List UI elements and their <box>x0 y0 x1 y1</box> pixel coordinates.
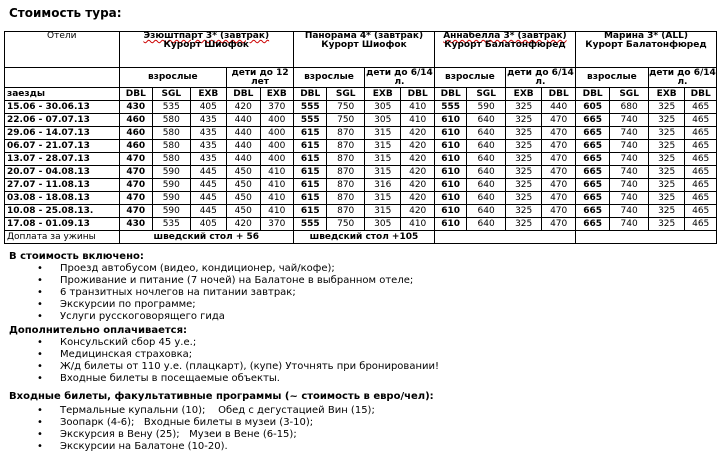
date-cell: 15.06 - 30.06.13 <box>5 101 120 114</box>
price-cell: 470 <box>542 140 576 153</box>
price-cell: 305 <box>364 114 401 127</box>
price-cell: 470 <box>119 179 152 192</box>
price-cell: 465 <box>685 218 717 231</box>
table-row <box>5 140 717 153</box>
price-cell: 400 <box>260 114 294 127</box>
price-cell: 445 <box>190 179 227 192</box>
list-item <box>0 311 413 323</box>
column-header: SGL <box>153 88 191 101</box>
price-cell: 445 <box>190 205 227 218</box>
bullet-icon: • <box>37 287 43 298</box>
table-row <box>5 179 717 192</box>
price-cell: 325 <box>648 101 685 114</box>
bullet-icon: • <box>37 275 43 286</box>
price-cell: 470 <box>119 205 152 218</box>
bullet-icon: • <box>37 299 43 310</box>
price-cell: 405 <box>190 101 227 114</box>
price-cell: 870 <box>327 140 365 153</box>
price-cell: 740 <box>610 205 649 218</box>
price-cell: 450 <box>227 192 260 205</box>
price-cell: 590 <box>153 166 191 179</box>
price-cell: 740 <box>610 192 649 205</box>
price-cell: 665 <box>575 153 609 166</box>
price-cell: 370 <box>260 101 294 114</box>
price-cell: 315 <box>364 140 401 153</box>
price-cell: 640 <box>467 114 506 127</box>
adults-header: взрослые <box>294 68 365 88</box>
price-cell: 580 <box>153 153 191 166</box>
price-cell: 400 <box>260 140 294 153</box>
column-header: SGL <box>610 88 649 101</box>
list-item-text: 6 транзитных ночлегов на питании завтрак; <box>60 287 296 298</box>
price-cell: 420 <box>401 153 434 166</box>
price-cell: 610 <box>434 179 466 192</box>
price-cell: 665 <box>575 140 609 153</box>
price-cell: 740 <box>610 140 649 153</box>
date-cell: 10.08 - 25.08.13. <box>5 205 120 218</box>
bullet-icon: • <box>37 441 43 452</box>
price-cell: 465 <box>685 205 717 218</box>
price-cell: 325 <box>648 153 685 166</box>
list-item <box>0 263 413 275</box>
price-cell: 610 <box>434 205 466 218</box>
price-cell: 470 <box>542 127 576 140</box>
hotels-header: Отели <box>5 32 120 68</box>
list-item-text: Консульский сбор 45 у.е.; <box>60 337 197 348</box>
price-cell: 325 <box>505 140 542 153</box>
price-cell: 610 <box>434 218 466 231</box>
adults-header: взрослые <box>119 68 226 88</box>
list-item <box>0 417 375 429</box>
column-header: DBL <box>575 88 609 101</box>
extra-list <box>0 337 439 385</box>
price-cell: 465 <box>685 192 717 205</box>
adults-header: взрослые <box>434 68 505 88</box>
price-cell: 740 <box>610 114 649 127</box>
list-item <box>0 287 413 299</box>
price-cell: 325 <box>505 218 542 231</box>
table-row <box>5 205 717 218</box>
price-cell: 465 <box>685 179 717 192</box>
price-cell: 680 <box>610 101 649 114</box>
price-cell: 535 <box>153 101 191 114</box>
price-cell: 420 <box>401 140 434 153</box>
price-cell: 325 <box>648 166 685 179</box>
price-cell: 315 <box>364 166 401 179</box>
column-header: EXB <box>505 88 542 101</box>
price-cell: 325 <box>505 127 542 140</box>
list-item-text: Входные билеты в посещаемые объекты. <box>60 373 280 384</box>
price-cell: 605 <box>575 101 609 114</box>
empty-cell <box>575 231 716 244</box>
column-header: SGL <box>327 88 365 101</box>
hotel-header: Марина 3* (ALL) Курорт Балатонфюред <box>575 32 716 68</box>
price-cell: 640 <box>467 166 506 179</box>
bullet-icon: • <box>37 373 43 384</box>
date-cell: 27.07 - 11.08.13 <box>5 179 120 192</box>
price-cell: 440 <box>227 153 260 166</box>
column-header: DBL <box>119 88 152 101</box>
price-cell: 610 <box>434 192 466 205</box>
price-cell: 325 <box>648 179 685 192</box>
price-cell: 435 <box>190 127 227 140</box>
price-cell: 325 <box>648 140 685 153</box>
date-cell: 22.06 - 07.07.13 <box>5 114 120 127</box>
price-cell: 316 <box>364 179 401 192</box>
price-cell: 740 <box>610 218 649 231</box>
price-cell: 325 <box>505 101 542 114</box>
dinner-price: шведский стол +105 <box>294 231 435 244</box>
adults-header: взрослые <box>575 68 648 88</box>
hotel-header: Аннабелла 3* (завтрак) Курорт Балатонфюред <box>434 32 575 68</box>
price-cell: 555 <box>294 114 327 127</box>
list-item <box>0 299 413 311</box>
table-row <box>5 114 717 127</box>
children-header: дети до 6/14 л. <box>649 67 716 87</box>
price-cell: 435 <box>190 114 227 127</box>
included-heading: В стоимость включено: <box>9 251 144 262</box>
price-cell: 420 <box>401 205 434 218</box>
price-cell: 615 <box>294 166 327 179</box>
price-cell: 665 <box>575 179 609 192</box>
column-header: EXB <box>190 88 227 101</box>
price-cell: 665 <box>575 205 609 218</box>
price-cell: 610 <box>434 166 466 179</box>
price-cell: 470 <box>119 153 152 166</box>
price-cell: 410 <box>260 166 294 179</box>
price-cell: 470 <box>542 166 576 179</box>
list-item <box>0 349 439 361</box>
price-cell: 665 <box>575 166 609 179</box>
price-cell: 870 <box>327 166 365 179</box>
price-cell: 325 <box>648 114 685 127</box>
price-cell: 640 <box>467 192 506 205</box>
price-cell: 460 <box>119 140 152 153</box>
price-cell: 315 <box>364 127 401 140</box>
arrivals-header: заезды <box>5 88 120 101</box>
price-cell: 665 <box>575 114 609 127</box>
price-cell: 445 <box>190 192 227 205</box>
column-header: DBL <box>685 88 717 101</box>
price-cell: 420 <box>227 101 260 114</box>
price-cell: 470 <box>119 192 152 205</box>
price-cell: 615 <box>294 179 327 192</box>
date-cell: 13.07 - 28.07.13 <box>5 153 120 166</box>
list-item <box>0 275 413 287</box>
price-cell: 470 <box>542 179 576 192</box>
price-cell: 640 <box>467 127 506 140</box>
list-item-text: Ж/д билеты от 110 у.е. (плацкарт), (купе) Уточнять при бронировании! <box>60 361 439 372</box>
price-cell: 640 <box>467 140 506 153</box>
price-cell: 555 <box>294 101 327 114</box>
price-cell: 465 <box>685 127 717 140</box>
list-item <box>0 373 439 385</box>
price-cell: 610 <box>434 140 466 153</box>
list-item-text: Термальные купальни (10); Обед с дегустацией Вин (15); <box>60 405 375 416</box>
price-cell: 580 <box>153 114 191 127</box>
price-cell: 740 <box>610 153 649 166</box>
price-cell: 305 <box>364 218 401 231</box>
table-row <box>5 153 717 166</box>
bullet-icon: • <box>37 405 43 416</box>
price-table <box>4 31 717 244</box>
date-cell: 06.07 - 21.07.13 <box>5 140 120 153</box>
price-cell: 555 <box>294 218 327 231</box>
price-cell: 325 <box>648 205 685 218</box>
column-header: DBL <box>227 88 260 101</box>
list-item <box>0 361 439 373</box>
column-header: DBL <box>401 88 434 101</box>
price-cell: 640 <box>467 179 506 192</box>
price-cell: 325 <box>505 192 542 205</box>
price-cell: 325 <box>505 153 542 166</box>
price-cell: 405 <box>190 218 227 231</box>
price-cell: 870 <box>327 127 365 140</box>
price-cell: 440 <box>227 127 260 140</box>
price-cell: 610 <box>434 127 466 140</box>
price-cell: 315 <box>364 153 401 166</box>
children-header: дети до 12 лет <box>227 68 294 88</box>
price-cell: 440 <box>542 101 576 114</box>
price-cell: 590 <box>467 101 506 114</box>
column-header: DBL <box>434 88 466 101</box>
price-cell: 410 <box>401 101 434 114</box>
price-cell: 610 <box>434 153 466 166</box>
price-cell: 315 <box>364 192 401 205</box>
price-cell: 580 <box>153 140 191 153</box>
price-cell: 325 <box>648 127 685 140</box>
price-cell: 465 <box>685 101 717 114</box>
price-cell: 750 <box>327 218 365 231</box>
price-cell: 450 <box>227 205 260 218</box>
list-item <box>0 429 375 441</box>
price-cell: 420 <box>401 127 434 140</box>
date-cell: 03.08 - 18.08.13 <box>5 192 120 205</box>
empty-cell <box>5 68 120 88</box>
empty-cell <box>434 231 575 244</box>
price-cell: 640 <box>467 205 506 218</box>
price-cell: 470 <box>119 166 152 179</box>
list-item-text: Услуги русскоговорящего гида <box>60 311 225 322</box>
price-cell: 665 <box>575 127 609 140</box>
price-cell: 870 <box>327 205 365 218</box>
price-cell: 470 <box>542 153 576 166</box>
price-cell: 590 <box>153 192 191 205</box>
price-cell: 870 <box>327 192 365 205</box>
optional-list <box>0 405 375 453</box>
table-row <box>5 192 717 205</box>
price-cell: 740 <box>610 127 649 140</box>
price-cell: 615 <box>294 192 327 205</box>
price-cell: 470 <box>542 192 576 205</box>
column-header: EXB <box>364 88 401 101</box>
children-header: дети до 6/14 л. <box>507 67 574 87</box>
bullet-icon: • <box>37 429 43 440</box>
date-cell: 29.06 - 14.07.13 <box>5 127 120 140</box>
price-cell: 420 <box>401 166 434 179</box>
price-cell: 410 <box>401 114 434 127</box>
price-cell: 870 <box>327 179 365 192</box>
price-cell: 325 <box>505 114 542 127</box>
price-cell: 400 <box>260 127 294 140</box>
table-row <box>5 166 717 179</box>
date-cell: 20.07 - 04.08.13 <box>5 166 120 179</box>
column-header: DBL <box>294 88 327 101</box>
price-cell: 460 <box>119 114 152 127</box>
bullet-icon: • <box>37 349 43 360</box>
optional-heading: Входные билеты, факультативные программы (~ стоимость в евро/чел): <box>9 391 434 402</box>
column-header: EXB <box>260 88 294 101</box>
included-list <box>0 263 413 323</box>
bullet-icon: • <box>37 311 43 322</box>
column-header: DBL <box>542 88 576 101</box>
extra-heading: Дополнительно оплачивается: <box>9 325 188 336</box>
table-row <box>5 127 717 140</box>
column-header: EXB <box>648 88 685 101</box>
price-cell: 435 <box>190 140 227 153</box>
list-item <box>0 337 439 349</box>
price-cell: 470 <box>542 218 576 231</box>
price-cell: 440 <box>227 140 260 153</box>
price-cell: 430 <box>119 218 152 231</box>
price-cell: 740 <box>610 179 649 192</box>
price-cell: 450 <box>227 166 260 179</box>
list-item <box>0 405 375 417</box>
date-cell: 17.08 - 01.09.13 <box>5 218 120 231</box>
price-cell: 445 <box>190 166 227 179</box>
table-row <box>5 101 717 114</box>
dinner-label: Доплата за ужины <box>5 231 120 244</box>
price-cell: 615 <box>294 205 327 218</box>
page-title: Стоимость тура: <box>9 6 122 20</box>
price-cell: 325 <box>505 179 542 192</box>
price-cell: 410 <box>260 192 294 205</box>
price-cell: 440 <box>227 114 260 127</box>
list-item-text: Проживание и питание (7 ночей) на Балатоне в выбранном отеле; <box>60 275 414 286</box>
price-cell: 420 <box>227 218 260 231</box>
price-cell: 590 <box>153 179 191 192</box>
bullet-icon: • <box>37 361 43 372</box>
list-item-text: Зоопарк (4-6); Входные билеты в музеи (3-10); <box>60 417 314 428</box>
price-cell: 325 <box>505 166 542 179</box>
price-cell: 315 <box>364 205 401 218</box>
price-cell: 465 <box>685 140 717 153</box>
price-cell: 870 <box>327 153 365 166</box>
price-cell: 325 <box>648 218 685 231</box>
table-row <box>5 218 717 231</box>
price-cell: 465 <box>685 153 717 166</box>
price-cell: 640 <box>467 218 506 231</box>
bullet-icon: • <box>37 263 43 274</box>
price-cell: 410 <box>260 205 294 218</box>
list-item <box>0 441 375 453</box>
price-cell: 430 <box>119 101 152 114</box>
price-cell: 580 <box>153 127 191 140</box>
column-header: SGL <box>467 88 506 101</box>
price-cell: 410 <box>401 218 434 231</box>
list-item-text: Экскурсии на Балатоне (10-20). <box>60 441 228 452</box>
price-cell: 665 <box>575 192 609 205</box>
list-item-text: Проезд автобусом (видео, кондиционер, чай/кофе); <box>60 263 335 274</box>
price-cell: 450 <box>227 179 260 192</box>
price-cell: 325 <box>505 205 542 218</box>
list-item-text: Экскурсия в Вену (25); Музеи в Вене (6-15); <box>60 429 297 440</box>
price-cell: 470 <box>542 205 576 218</box>
price-cell: 465 <box>685 114 717 127</box>
price-cell: 750 <box>327 101 365 114</box>
price-cell: 370 <box>260 218 294 231</box>
price-cell: 305 <box>364 101 401 114</box>
list-item-text: Экскурсии по программе; <box>60 299 196 310</box>
price-cell: 750 <box>327 114 365 127</box>
dinner-price: шведский стол + 56 <box>119 231 293 244</box>
price-cell: 535 <box>153 218 191 231</box>
price-cell: 615 <box>294 153 327 166</box>
price-cell: 435 <box>190 153 227 166</box>
price-cell: 465 <box>685 166 717 179</box>
price-cell: 460 <box>119 127 152 140</box>
price-cell: 555 <box>434 101 466 114</box>
bullet-icon: • <box>37 337 43 348</box>
hotel-header: Панорама 4* (завтрак) Курорт Шиофок <box>294 32 435 68</box>
price-cell: 325 <box>648 192 685 205</box>
bullet-icon: • <box>37 417 43 428</box>
price-cell: 640 <box>467 153 506 166</box>
price-cell: 410 <box>260 179 294 192</box>
price-cell: 470 <box>542 114 576 127</box>
price-cell: 420 <box>401 192 434 205</box>
hotel-header: Эзюштпарт 3* (завтрак) Курорт Шиофок <box>119 32 293 68</box>
children-header: дети до 6/14 л. <box>366 67 433 87</box>
price-cell: 740 <box>610 166 649 179</box>
price-cell: 615 <box>294 127 327 140</box>
price-cell: 615 <box>294 140 327 153</box>
price-cell: 665 <box>575 218 609 231</box>
list-item-text: Медицинская страховка; <box>60 349 193 360</box>
price-cell: 420 <box>401 179 434 192</box>
price-cell: 610 <box>434 114 466 127</box>
price-cell: 590 <box>153 205 191 218</box>
price-cell: 400 <box>260 153 294 166</box>
